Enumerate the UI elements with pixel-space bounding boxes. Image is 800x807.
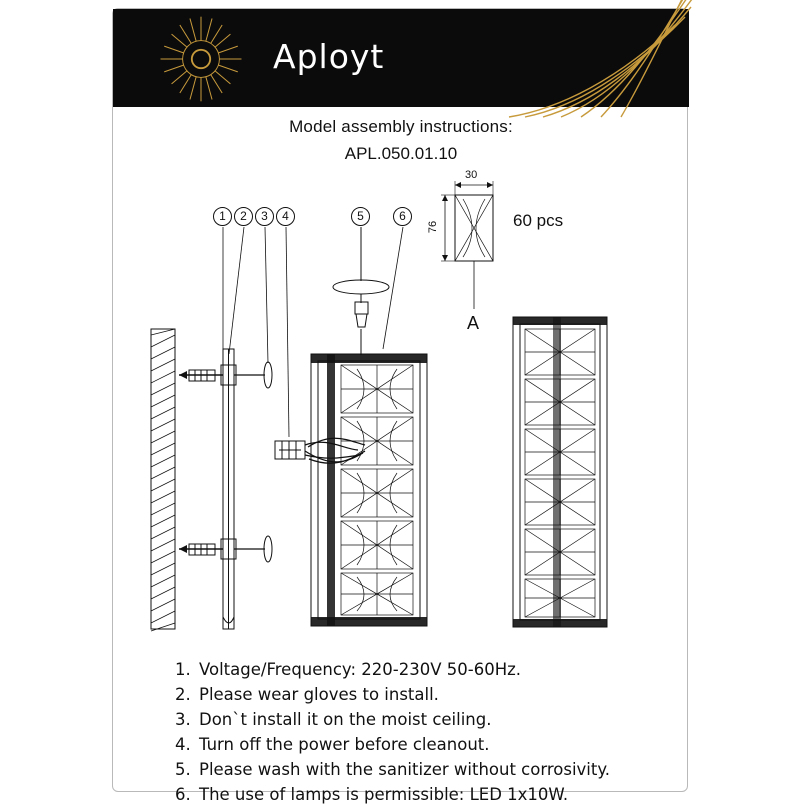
supply-wires (308, 438, 365, 463)
instruction-number: 3. (175, 710, 191, 729)
instruction-item (175, 757, 675, 782)
wall-hatching (151, 329, 175, 631)
page-title (113, 117, 689, 164)
part-height-label: 76 (427, 220, 440, 234)
assembly-diagram (113, 169, 689, 649)
instruction-number: 6. (175, 785, 191, 804)
instruction-item (175, 657, 675, 682)
instruction-text: Don`t install it on the moist ceiling. (199, 710, 492, 729)
instruction-number: 1. (175, 660, 191, 679)
instruction-number: 5. (175, 760, 191, 779)
instruction-item (175, 782, 675, 807)
part-width-label: 30 (465, 169, 478, 181)
instruction-item (175, 707, 675, 732)
mounting-bracket (221, 349, 236, 629)
callout-leaders-left (223, 227, 289, 437)
instruction-item (175, 732, 675, 757)
callout-6: 6 (393, 207, 412, 226)
callout-4: 4 (276, 207, 295, 226)
lamp-assembly-main (311, 354, 427, 626)
title-line-2: APL.050.01.10 (344, 144, 458, 163)
instruction-sheet (112, 8, 688, 804)
callout-1: 1 (213, 207, 232, 226)
instruction-text: Turn off the power before cleanout. (199, 735, 490, 754)
wall-anchor-lower (179, 544, 223, 555)
screw-lower (234, 536, 272, 562)
part-quantity-label: 60 pcs (513, 211, 564, 230)
crystal-part-detail (441, 181, 493, 309)
instruction-number: 2. (175, 685, 191, 704)
instruction-text: Please wear gloves to install. (199, 685, 439, 704)
title-line-1: Model assembly instructions: (289, 117, 513, 136)
instruction-text: The use of lamps is permissible: LED 1x10W. (199, 785, 569, 804)
wall-anchor-upper (179, 370, 223, 381)
instruction-number: 4. (175, 735, 191, 754)
assembly-diagram-svg (113, 169, 689, 649)
part-letter-label: A (467, 313, 480, 333)
sunburst-logo-icon (153, 13, 249, 105)
instruction-item (175, 682, 675, 707)
callout-5: 5 (351, 207, 370, 226)
callout-3: 3 (255, 207, 274, 226)
lamp-assembly-finished (513, 317, 607, 627)
ceiling-bolt (333, 227, 389, 355)
instruction-text: Please wash with the sanitizer without corrosivity. (199, 760, 611, 779)
screw-upper (234, 362, 272, 388)
instructions-list (175, 657, 675, 807)
header-banner (113, 9, 689, 107)
brand-name: Aployt (273, 37, 385, 76)
callout-2: 2 (234, 207, 253, 226)
callout-leaders-top (383, 227, 403, 349)
sunburst-rays-icon (499, 0, 699, 119)
instruction-text: Voltage/Frequency: 220-230V 50-60Hz. (199, 660, 522, 679)
